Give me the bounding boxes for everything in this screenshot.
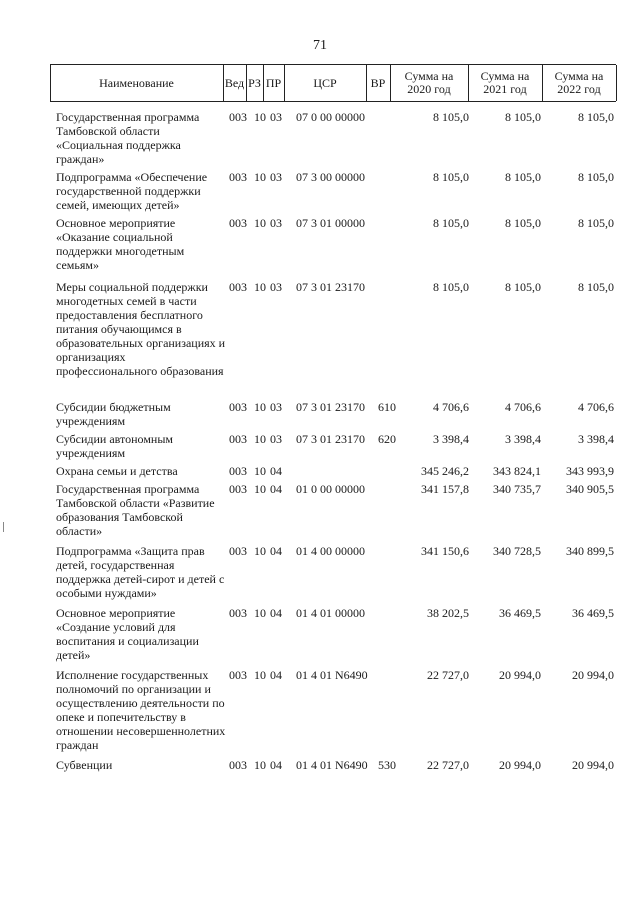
header-name: Наименование: [99, 75, 174, 90]
header-year-2022: Сумма на 2022 год: [554, 69, 604, 96]
header-year-2020: Сумма на 2020 год: [404, 69, 454, 96]
row-sum-2021: 340 735,7: [493, 482, 541, 496]
row-sum-2022: 8 105,0: [578, 280, 614, 294]
row-rz: 10: [254, 464, 266, 478]
row-sum-2021: 8 105,0: [505, 280, 541, 294]
row-rz: 10: [254, 280, 266, 294]
row-ved: 003: [229, 432, 247, 446]
row-csr: 01 4 01 00000: [296, 606, 365, 620]
row-sum-2020: 8 105,0: [433, 216, 469, 230]
row-pr: 04: [270, 544, 282, 558]
row-sum-2022: 3 398,4: [578, 432, 614, 446]
row-name: Исполнение государственных полномочий по организации и осуществлению деятельности по опеке и попечительству в отношении несовершеннолетних граждан: [56, 668, 226, 752]
row-pr: 03: [270, 280, 282, 294]
row-sum-2021: 8 105,0: [505, 170, 541, 184]
row-sum-2021: 8 105,0: [505, 216, 541, 230]
row-pr: 03: [270, 216, 282, 230]
row-csr: 07 3 01 00000: [296, 216, 365, 230]
row-sum-2021: 20 994,0: [499, 758, 541, 772]
row-sum-2022: 8 105,0: [578, 216, 614, 230]
row-name: Субсидии бюджетным учреждениям: [56, 400, 171, 428]
row-ved: 003: [229, 170, 247, 184]
row-ved: 003: [229, 110, 247, 124]
row-ved: 003: [229, 606, 247, 620]
row-ved: 003: [229, 400, 247, 414]
row-name: Меры социальной поддержки многодетных семей в части предоставления бесплатного питания обучающимся в образовательных организациях и организациях профессионального образования: [56, 280, 226, 378]
row-csr: 01 4 01 N6490: [296, 758, 368, 772]
row-rz: 10: [254, 606, 266, 620]
row-pr: 04: [270, 482, 282, 496]
header-rz: РЗ: [248, 75, 261, 90]
page-number: 71: [313, 38, 327, 53]
row-sum-2020: 345 246,2: [421, 464, 469, 478]
row-rz: 10: [254, 170, 266, 184]
row-vr: 620: [378, 432, 396, 446]
row-rz: 10: [254, 216, 266, 230]
row-pr: 03: [270, 110, 282, 124]
row-rz: 10: [254, 400, 266, 414]
column-divider: [616, 65, 617, 101]
row-csr: 07 3 00 00000: [296, 170, 365, 184]
row-ved: 003: [229, 758, 247, 772]
row-name: Охрана семьи и детства: [56, 464, 178, 478]
row-sum-2022: 20 994,0: [572, 758, 614, 772]
row-sum-2021: 4 706,6: [505, 400, 541, 414]
row-sum-2022: 8 105,0: [578, 110, 614, 124]
header-pr: ПР: [265, 75, 282, 90]
row-rz: 10: [254, 432, 266, 446]
row-sum-2022: 20 994,0: [572, 668, 614, 682]
row-sum-2020: 8 105,0: [433, 170, 469, 184]
row-pr: 03: [270, 400, 282, 414]
row-rz: 10: [254, 482, 266, 496]
row-ved: 003: [229, 544, 247, 558]
row-sum-2020: 4 706,6: [433, 400, 469, 414]
row-name: Основное мероприятие «Оказание социальной поддержки многодетным семьям»: [56, 216, 185, 272]
row-name: Основное мероприятие «Создание условий для воспитания и социализации детей»: [56, 606, 199, 662]
row-sum-2022: 36 469,5: [572, 606, 614, 620]
row-sum-2021: 20 994,0: [499, 668, 541, 682]
row-csr: 07 0 00 00000: [296, 110, 365, 124]
row-sum-2020: 8 105,0: [433, 110, 469, 124]
row-csr: 01 4 00 00000: [296, 544, 365, 558]
row-sum-2022: 8 105,0: [578, 170, 614, 184]
row-name: Субвенции: [56, 758, 113, 772]
row-rz: 10: [254, 758, 266, 772]
row-pr: 04: [270, 464, 282, 478]
row-sum-2021: 36 469,5: [499, 606, 541, 620]
row-sum-2021: 8 105,0: [505, 110, 541, 124]
row-pr: 04: [270, 606, 282, 620]
scan-margin-mark: [3, 522, 6, 532]
row-sum-2021: 343 824,1: [493, 464, 541, 478]
row-name: Субсидии автономным учреждениям: [56, 432, 173, 460]
header-vr: ВР: [370, 75, 386, 90]
table-header: [50, 64, 616, 102]
row-sum-2020: 38 202,5: [427, 606, 469, 620]
row-sum-2020: 3 398,4: [433, 432, 469, 446]
row-rz: 10: [254, 110, 266, 124]
row-pr: 03: [270, 170, 282, 184]
row-sum-2020: 22 727,0: [427, 668, 469, 682]
row-csr: 01 0 00 00000: [296, 482, 365, 496]
row-vr: 610: [378, 400, 396, 414]
row-sum-2020: 341 157,8: [421, 482, 469, 496]
row-sum-2020: 22 727,0: [427, 758, 469, 772]
row-rz: 10: [254, 544, 266, 558]
row-name: Подпрограмма «Обеспечение государственной поддержки семей, имеющих детей»: [56, 170, 208, 212]
row-vr: 530: [378, 758, 396, 772]
header-ved: Вед: [224, 75, 245, 90]
row-name: Подпрограмма «Защита прав детей, государственная поддержка детей-сирот и детей с особыми нуждами»: [56, 544, 225, 600]
row-pr: 03: [270, 432, 282, 446]
row-sum-2020: 8 105,0: [433, 280, 469, 294]
row-csr: 07 3 01 23170: [296, 432, 365, 446]
row-sum-2022: 340 899,5: [566, 544, 614, 558]
row-csr: 01 4 01 N6490: [296, 668, 368, 682]
row-ved: 003: [229, 280, 247, 294]
row-sum-2020: 341 150,6: [421, 544, 469, 558]
row-rz: 10: [254, 668, 266, 682]
row-ved: 003: [229, 464, 247, 478]
row-sum-2021: 3 398,4: [505, 432, 541, 446]
row-ved: 003: [229, 668, 247, 682]
row-ved: 003: [229, 216, 247, 230]
row-csr: 07 3 01 23170: [296, 400, 365, 414]
row-ved: 003: [229, 482, 247, 496]
row-sum-2022: 4 706,6: [578, 400, 614, 414]
row-sum-2021: 340 728,5: [493, 544, 541, 558]
row-pr: 04: [270, 758, 282, 772]
header-year-2021: Сумма на 2021 год: [480, 69, 530, 96]
row-sum-2022: 340 905,5: [566, 482, 614, 496]
row-name: Государственная программа Тамбовской области «Социальная поддержка граждан»: [56, 110, 200, 166]
row-sum-2022: 343 993,9: [566, 464, 614, 478]
row-pr: 04: [270, 668, 282, 682]
row-csr: 07 3 01 23170: [296, 280, 365, 294]
row-name: Государственная программа Тамбовской области «Развитие образования Тамбовской области»: [56, 482, 215, 538]
header-csr: ЦСР: [313, 75, 337, 90]
